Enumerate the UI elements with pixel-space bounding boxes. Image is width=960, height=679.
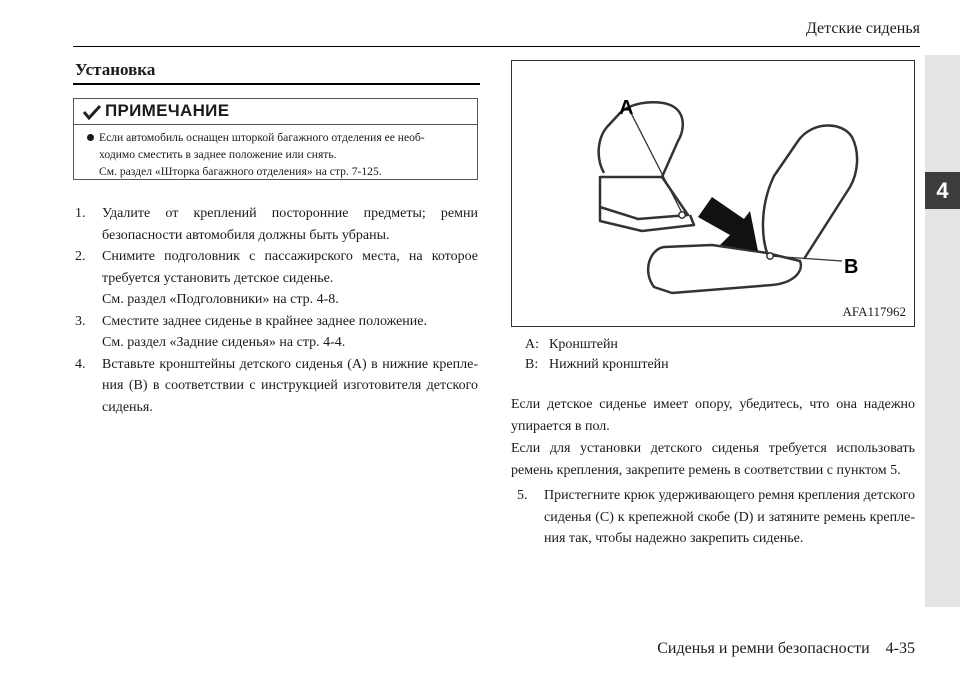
arrow-icon — [698, 197, 758, 251]
bullet-icon — [87, 134, 94, 141]
caption-text: Кронштейн — [549, 337, 618, 352]
install-steps-list — [75, 203, 478, 418]
caption-key: B: — [525, 357, 539, 372]
step-line: См. раздел «Задние сиденья» на стр. 4-4. — [102, 335, 346, 350]
figure-code: AFA117962 — [842, 304, 906, 319]
figure-frame — [511, 60, 915, 327]
note-box — [73, 98, 478, 180]
step-number: 2. — [75, 249, 86, 264]
page-footer: Сиденья и ремни безопасности 4-35 — [657, 640, 915, 657]
checkmark-icon — [83, 104, 101, 120]
step-line: ния так, чтобы надежно закрепить сиденье. — [544, 531, 804, 546]
list-item — [517, 485, 915, 550]
header-rule — [73, 46, 920, 47]
note-line: Если автомобиль оснащен шторкой багажного отделения ее необ- — [99, 131, 425, 144]
step-5 — [517, 485, 915, 550]
step-line: Сместите заднее сиденье в крайнее заднее положение. — [102, 313, 428, 329]
child-seat-illustration — [512, 61, 914, 326]
chapter-number-tab[interactable]: 4 — [925, 172, 960, 209]
chapter-side-tab — [925, 55, 960, 607]
step-number: 3. — [75, 313, 86, 329]
step-number: 4. — [75, 356, 86, 372]
step-line: Удалите от креплений посторонние предметы; ремни — [102, 206, 478, 221]
note-body — [87, 129, 473, 180]
note-title: ПРИМЕЧАНИЕ — [105, 101, 230, 120]
list-item — [75, 354, 478, 419]
step-line: сиденья. — [102, 399, 153, 415]
caption-text: Нижний кронштейн — [549, 357, 669, 372]
page-header-title: Детские сиденья — [805, 20, 920, 37]
step-line: См. раздел «Подголовники» на стр. 4-8. — [102, 292, 339, 307]
step-line: Снимите подголовник с пассажирского места, на которое — [102, 249, 478, 264]
step-line: безопасности автомобиля должны быть убраны. — [102, 227, 390, 243]
caption-key: A: — [525, 337, 539, 352]
list-item — [75, 203, 478, 246]
step-number: 5. — [517, 488, 528, 503]
paragraph-line: упирается в пол. — [511, 419, 610, 434]
paragraph-line: ремень крепления, закрепите ремень в соответствии с пунктом 5. — [511, 463, 901, 478]
step-line: ния (В) в соответствии с инструкцией изготовителя детского — [102, 378, 478, 393]
note-header — [74, 99, 477, 125]
figure-label-a: A — [619, 97, 634, 119]
paragraph-line: Если для установки детского сиденья требуется использовать — [511, 441, 915, 456]
caption-row — [525, 335, 669, 355]
note-line: См. раздел «Шторка багажного отделения» на стр. 7-125. — [99, 165, 382, 178]
step-line: сиденья (С) к крепежной скобе (D) и затяните ремень крепле- — [544, 509, 915, 525]
step-line: Вставьте кронштейны детского сиденья (А) в нижние крепле- — [102, 356, 478, 372]
step-line: Пристегните крюк удерживающего ремня крепления детского — [544, 488, 915, 503]
list-item — [75, 311, 478, 354]
caption-row — [525, 355, 669, 375]
step-line: требуется установить детское сиденье. — [102, 270, 334, 286]
paragraph-line: Если детское сиденье имеет опору, убедитесь, что она надежно — [511, 397, 915, 412]
child-seat-shape — [599, 102, 694, 231]
step-number: 1. — [75, 206, 86, 221]
list-item — [75, 246, 478, 311]
figure-label-b: B — [844, 256, 859, 278]
support-paragraph — [511, 394, 915, 482]
figure-captions — [525, 335, 669, 375]
heading-rule — [73, 83, 480, 85]
section-heading: Установка — [75, 60, 156, 79]
note-line: ходимо сместить в заднее положение или снять. — [99, 148, 337, 161]
